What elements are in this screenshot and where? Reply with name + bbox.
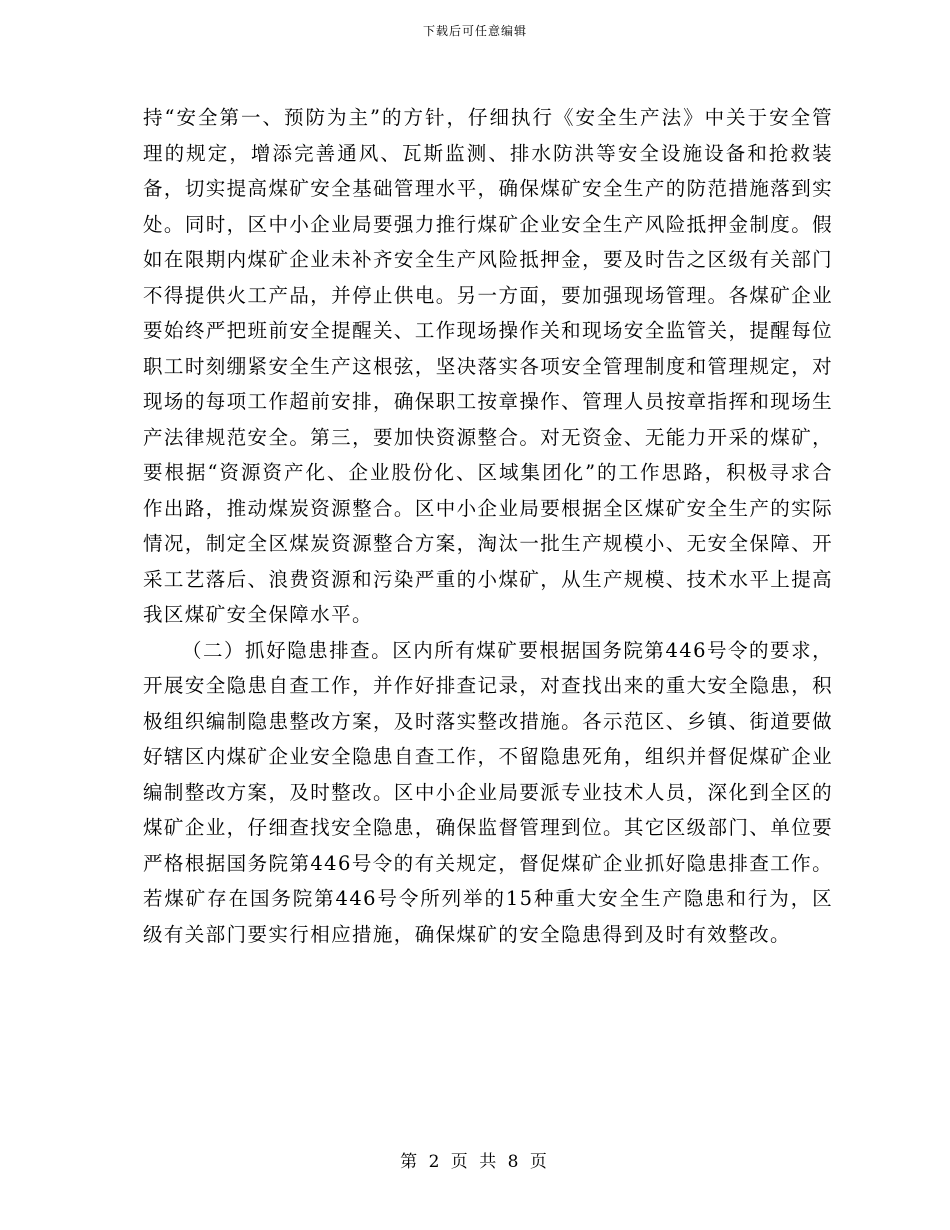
page-number-footer: 第 2 页 共 8 页 bbox=[400, 1152, 550, 1172]
body-paragraph-continuation: 持“安全第一、预防为主”的方针，仔细执行《安全生产法》中关于安全管理的规定，增添完善通风、瓦斯监测、排水防洪等安全设施设备和抢救装备，切实提高煤矿安全基础管理水平，确保煤矿安全生产的防范措施落到实处。同时，区中小企业局要强力推行煤矿企业安全生产风险抵押金制度。假如在限期内煤矿企业未补齐安全生产风险抵押金，要及时告之区级有关部门不得提供火工产品，并停止供电。另一方面，要加强现场管理。各煤矿企业要始终严把班前安全提醒关、工作现场操作关和现场安全监管关，提醒每位职工时刻绷紧安全生产这根弦，坚决落实各项安全管理制度和管理规定，对现场的每项工作超前安排，确保职工按章操作、管理人员按章指挥和现场生产法律规范安全。第三，要加快资源整合。对无资金、无能力开采的煤矿，要根据“资源资产化、企业股份化、区域集团化”的工作思路，积极寻求合作出路，推动煤炭资源整合。区中小企业局要根据全区煤矿安全生产的实际情况，制定全区煤炭资源整合方案，淘汰一批生产规模小、无安全保障、开采工艺落后、浪费资源和污染严重的小煤矿，从生产规模、技术水平上提高我区煤矿安全保障水平。 bbox=[143, 106, 833, 626]
page-header-note: 下载后可任意编辑 bbox=[422, 24, 527, 38]
document-body bbox=[143, 100, 833, 952]
body-paragraph-hazard-inspection: （二）抓好隐患排查。区内所有煤矿要根据国务院第446号令的要求，开展安全隐患自查工作，并作好排查记录，对查找出来的重大安全隐患，积极组织编制隐患整改方案，及时落实整改措施。各示范区、乡镇、街道要做好辖区内煤矿企业安全隐患自查工作，不留隐患死角，组织并督促煤矿企业编制整改方案，及时整改。区中小企业局要派专业技术人员，深化到全区的煤矿企业，仔细查找安全隐患，确保监督管理到位。其它区级部门、单位要严格根据国务院第446号令的有关规定，督促煤矿企业抓好隐患排查工作。若煤矿存在国务院第446号令所列举的15种重大安全生产隐患和行为，区级有关部门要实行相应措施，确保煤矿的安全隐患得到及时有效整改。 bbox=[143, 638, 833, 946]
